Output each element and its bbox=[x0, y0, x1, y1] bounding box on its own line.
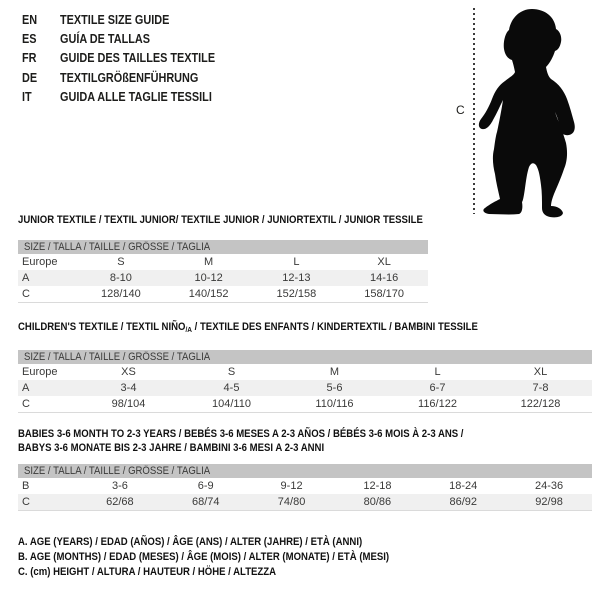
row-label: C bbox=[22, 398, 30, 410]
size-cell: XS bbox=[121, 366, 136, 378]
table-row bbox=[18, 380, 592, 396]
language-text: GUIDE DES TAILLES TEXTILE bbox=[60, 51, 216, 66]
row-label: C bbox=[22, 496, 30, 508]
size-cell: 8-10 bbox=[109, 272, 132, 284]
section-title-line bbox=[18, 441, 592, 455]
section-title bbox=[18, 427, 592, 455]
footnote-text: A. AGE (YEARS) / EDAD (AÑOS) / ÂGE (ANS) / ALTER (JAHRE) / ETÀ (ANNI) bbox=[18, 536, 363, 548]
size-cell: 6-9 bbox=[197, 480, 214, 492]
size-cell: 5-6 bbox=[326, 382, 343, 394]
size-cell: 122/128 bbox=[520, 398, 561, 410]
language-row bbox=[22, 87, 238, 106]
section-title-line bbox=[18, 427, 592, 441]
size-cell: 116/122 bbox=[418, 398, 457, 410]
table-header-bar bbox=[18, 464, 592, 478]
size-cell: L bbox=[293, 256, 300, 268]
language-code: IT bbox=[22, 89, 32, 104]
table-row bbox=[18, 396, 592, 412]
toddler-silhouette-icon bbox=[470, 3, 600, 225]
footnote bbox=[18, 551, 445, 566]
table-row bbox=[18, 364, 592, 380]
row-label: B bbox=[22, 480, 30, 492]
footnotes bbox=[18, 536, 445, 581]
size-cell: 7-8 bbox=[532, 382, 549, 394]
size-cell: 74/80 bbox=[277, 496, 306, 508]
size-cell: M bbox=[329, 366, 340, 378]
size-cell: 24-36 bbox=[534, 480, 564, 492]
size-cell: 9-12 bbox=[280, 480, 303, 492]
size-cell: 104/110 bbox=[212, 398, 251, 410]
section-title-text bbox=[18, 213, 423, 227]
size-cell: 12-13 bbox=[282, 272, 311, 284]
row-label: Europe bbox=[22, 256, 58, 268]
language-text: GUIDA ALLE TAGLIE TESSILI bbox=[60, 89, 212, 104]
table-row bbox=[18, 286, 428, 302]
language-row bbox=[22, 29, 238, 48]
section-title-line bbox=[18, 213, 428, 227]
row-label: A bbox=[22, 272, 30, 284]
language-code: FR bbox=[22, 51, 37, 66]
section-title bbox=[18, 320, 592, 337]
title-part: JUNIOR TEXTILE / TEXTIL JUNIOR/ TEXTILE JUNIOR / JUNIORTEXTIL / JUNIOR TESSILE bbox=[18, 214, 423, 226]
size-cell: 92/98 bbox=[535, 496, 563, 508]
size-table bbox=[18, 350, 592, 413]
footnote-text: B. AGE (MONTHS) / EDAD (MESES) / ÂGE (MOIS) / ALTER (MONATE) / ETÀ (MESI) bbox=[18, 551, 390, 563]
table-row bbox=[18, 494, 592, 510]
size-cell: M bbox=[204, 256, 214, 268]
title-part: BABYS 3-6 MONATE BIS 2-3 JAHRE / BAMBINI 3-6 MESI A 2-3 ANNI bbox=[18, 442, 325, 454]
figure bbox=[450, 3, 600, 225]
section-title-line bbox=[18, 320, 592, 337]
size-cell: 158/170 bbox=[364, 288, 404, 300]
footnote bbox=[18, 536, 445, 551]
row-label: A bbox=[22, 382, 30, 394]
row-label: Europe bbox=[22, 366, 58, 378]
title-part: / TEXTILE DES ENFANTS / KINDERTEXTIL / BAMBINI TESSILE bbox=[191, 321, 478, 333]
language-row bbox=[22, 68, 238, 87]
table-row bbox=[18, 270, 428, 286]
size-cell: 18-24 bbox=[449, 480, 478, 492]
size-cell: 3-6 bbox=[111, 480, 128, 492]
section-title bbox=[18, 213, 428, 227]
size-cell: L bbox=[434, 366, 441, 378]
section-children bbox=[18, 320, 592, 413]
size-cell: 80/86 bbox=[363, 496, 392, 508]
language-row bbox=[22, 10, 238, 29]
table-header-label: SIZE / TALLA / TAILLE / GRÖSSE / TAGLIA bbox=[24, 241, 211, 253]
table-header-bar bbox=[18, 240, 428, 254]
section-babies bbox=[18, 427, 592, 511]
language-list bbox=[22, 10, 238, 106]
size-cell: XL bbox=[533, 366, 548, 378]
table-header-bar bbox=[18, 350, 592, 364]
language-text: TEXTILE SIZE GUIDE bbox=[60, 12, 170, 27]
title-subscript: /A bbox=[185, 325, 192, 334]
figure-measure-label: C bbox=[456, 103, 465, 117]
size-cell: 12-18 bbox=[363, 480, 392, 492]
size-cell: XL bbox=[377, 256, 391, 268]
size-cell: 3-4 bbox=[120, 382, 137, 394]
language-code: DE bbox=[22, 70, 38, 85]
footnote-text: C. (cm) HEIGHT / ALTURA / HAUTEUR / HÖHE / ALTEZZA bbox=[18, 566, 277, 578]
size-table bbox=[18, 464, 592, 511]
size-cell: 68/74 bbox=[191, 496, 220, 508]
size-cell: S bbox=[117, 256, 125, 268]
size-cell: S bbox=[227, 366, 236, 378]
title-part: CHILDREN'S TEXTILE / TEXTIL NIÑO bbox=[18, 321, 186, 333]
section-title-text bbox=[18, 427, 463, 441]
size-cell: 98/104 bbox=[111, 398, 146, 410]
size-cell: 86/92 bbox=[449, 496, 477, 508]
language-text: TEXTILGRÖßENFÜHRUNG bbox=[60, 70, 199, 85]
size-cell: 62/68 bbox=[106, 496, 134, 508]
row-label: C bbox=[22, 288, 30, 300]
size-cell: 152/158 bbox=[276, 288, 317, 300]
size-cell: 6-7 bbox=[429, 382, 446, 394]
section-title-text bbox=[18, 320, 478, 337]
size-cell: 110/116 bbox=[315, 398, 354, 410]
table-header-label: SIZE / TALLA / TAILLE / GRÖSSE / TAGLIA bbox=[24, 465, 211, 477]
size-table bbox=[18, 240, 428, 303]
section-title-text bbox=[18, 441, 324, 455]
size-cell: 4-5 bbox=[223, 382, 240, 394]
table-header-label: SIZE / TALLA / TAILLE / GRÖSSE / TAGLIA bbox=[24, 351, 211, 363]
table-row bbox=[18, 478, 592, 494]
size-cell: 128/140 bbox=[100, 288, 141, 300]
size-cell: 14-16 bbox=[370, 272, 399, 284]
section-junior bbox=[18, 213, 428, 303]
language-code: ES bbox=[22, 31, 37, 46]
footnote bbox=[18, 566, 445, 581]
table-row bbox=[18, 254, 428, 270]
language-text: GUÍA DE TALLAS bbox=[60, 31, 151, 46]
language-row bbox=[22, 49, 238, 68]
language-code: EN bbox=[22, 12, 38, 27]
size-cell: 140/152 bbox=[188, 288, 229, 300]
size-cell: 10-12 bbox=[194, 272, 223, 284]
title-part: BABIES 3-6 MONTH TO 2-3 YEARS / BEBÉS 3-6 MESES A 2-3 AÑOS / BÉBÉS 3-6 MOIS À 2-3 ANS / bbox=[18, 428, 464, 440]
